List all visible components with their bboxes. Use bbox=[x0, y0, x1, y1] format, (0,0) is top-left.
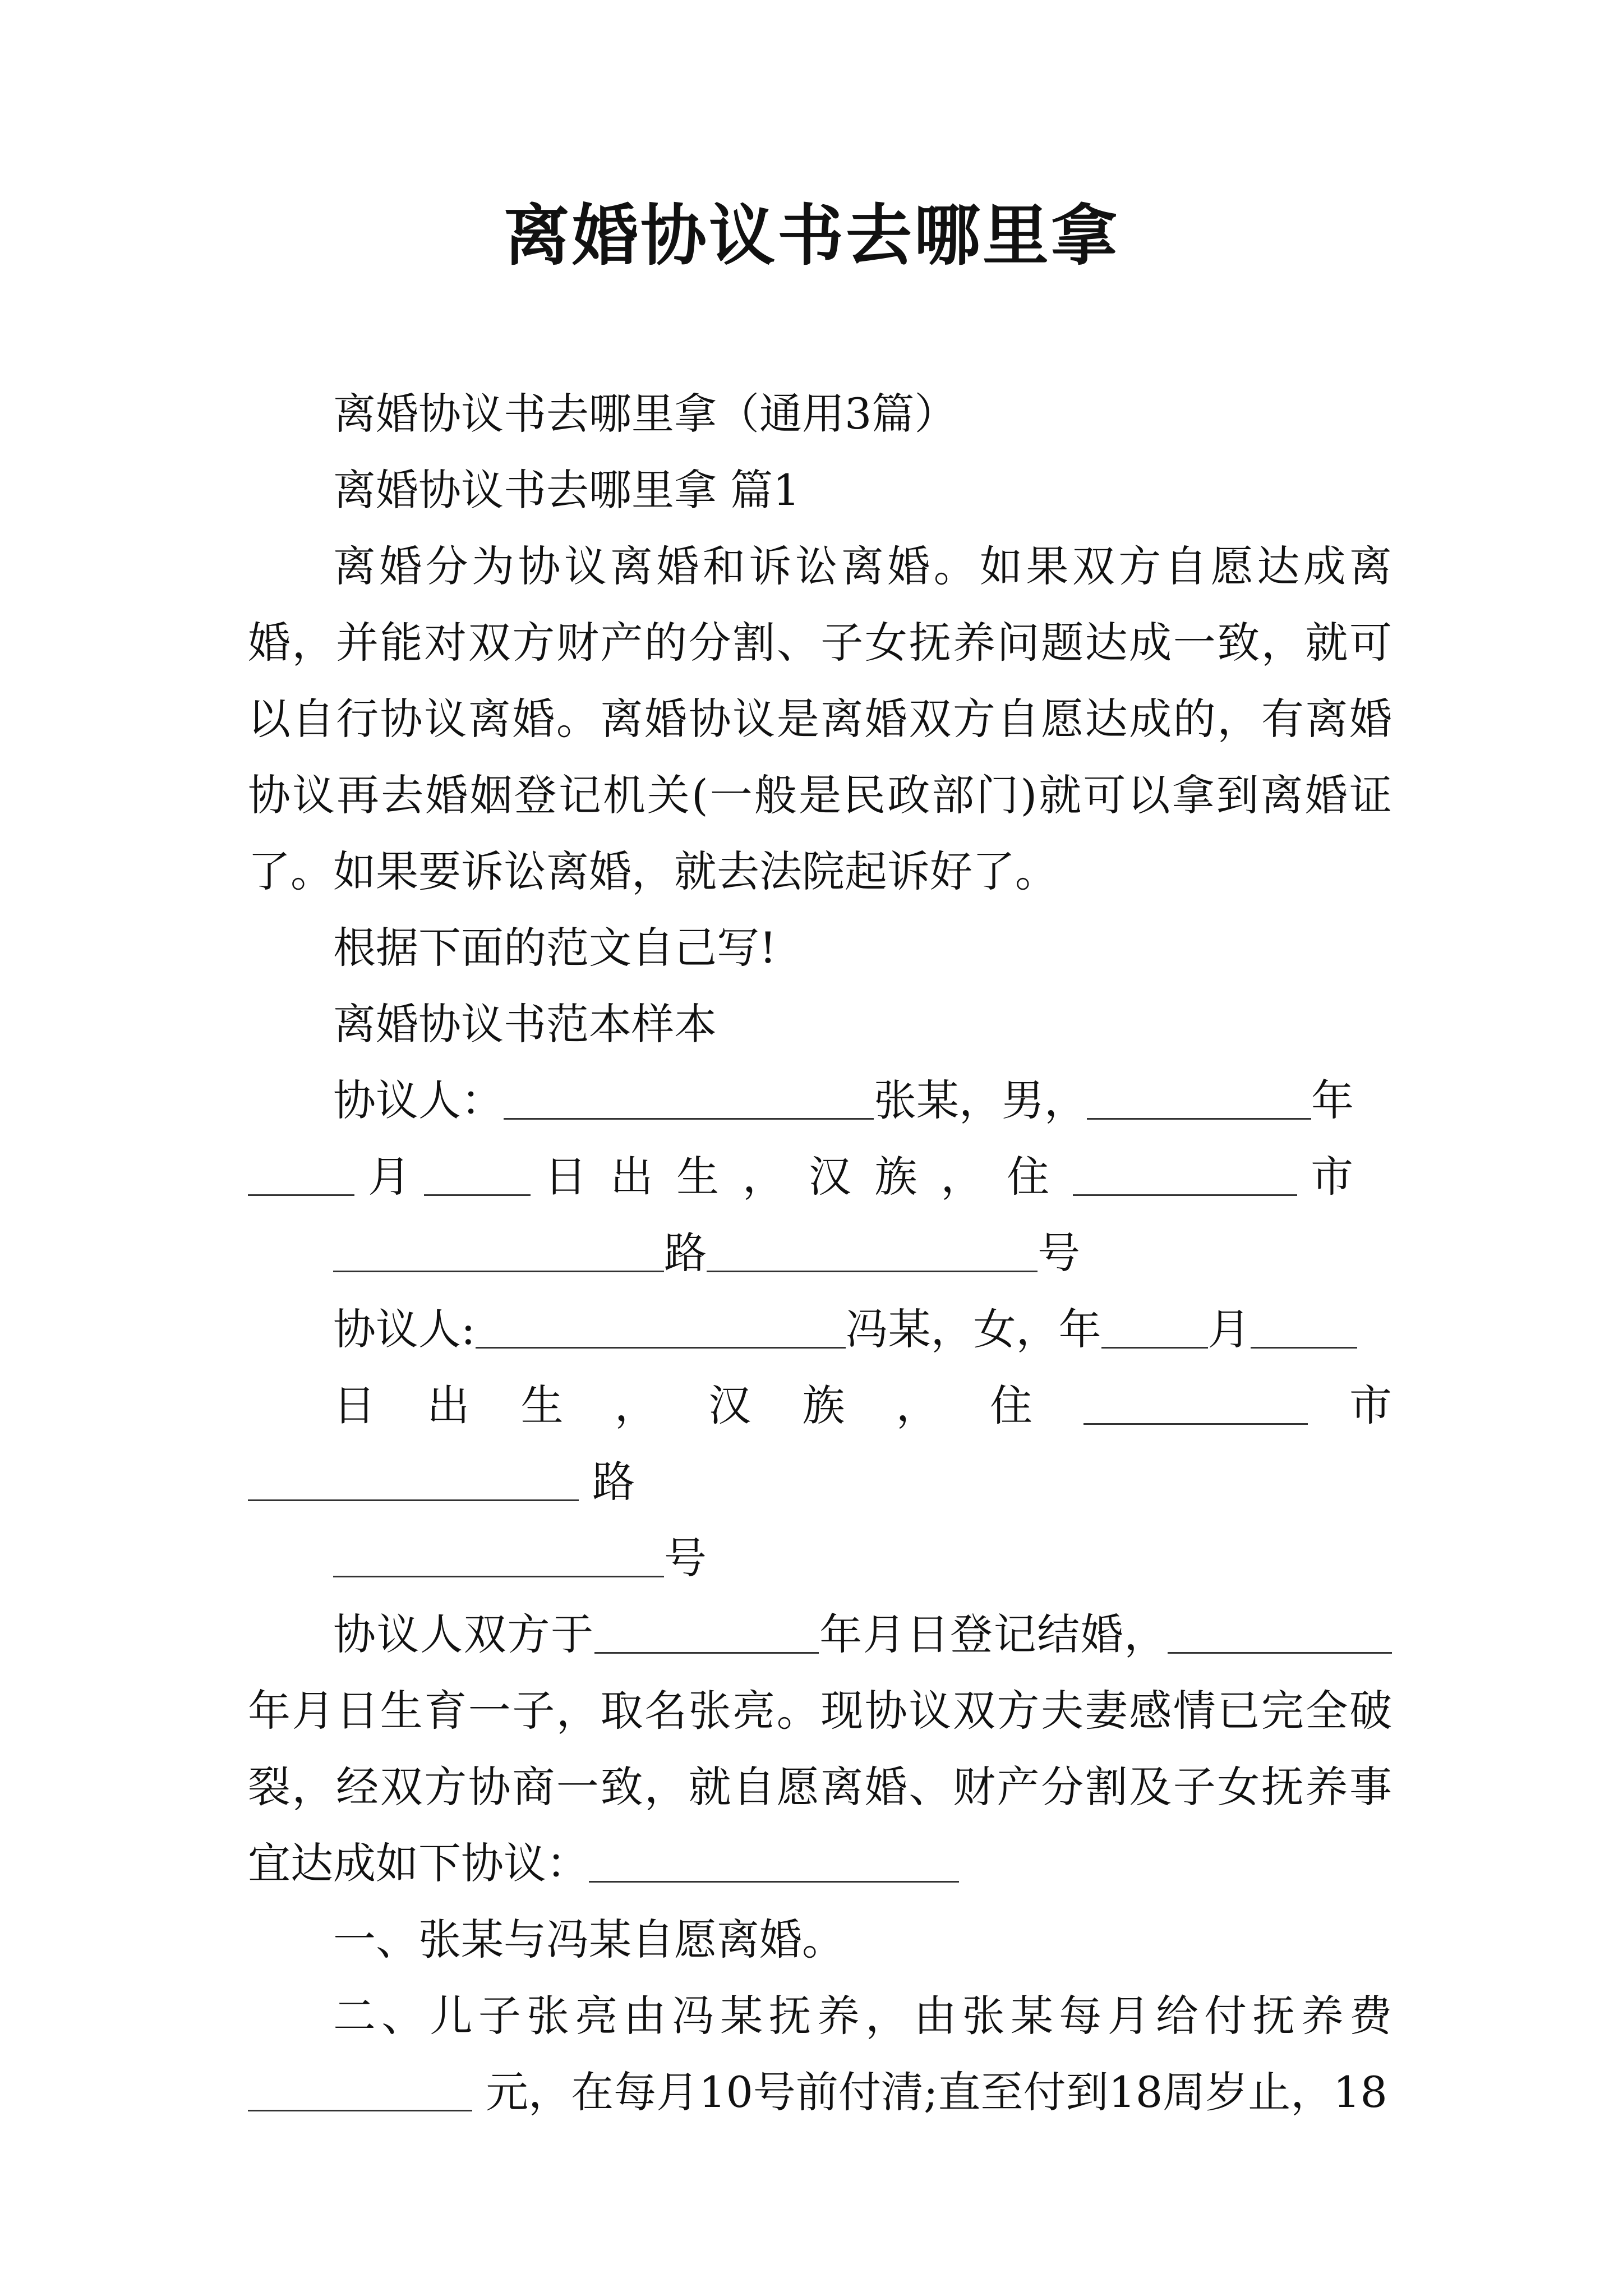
marriage-prefix: 协议人双方于 bbox=[333, 1609, 594, 1659]
party1-number: 号 bbox=[1038, 1228, 1080, 1278]
marriage-registered: 年月日登记结婚， bbox=[818, 1609, 1168, 1659]
blank-line bbox=[1101, 1308, 1208, 1348]
marriage-rest: 年月日生育一子，取名张亮。现协议双方夫妻感情已完全破裂，经双方协商一致，就自愿离婚、财产分割及子女抚养事宜达成如下协议： bbox=[248, 1686, 1392, 1888]
party2-line3 bbox=[248, 1520, 707, 1596]
party1-born: 日出生，汉族，住 bbox=[544, 1152, 1073, 1202]
marriage-paragraph bbox=[248, 1596, 1392, 1902]
blank-line bbox=[248, 2071, 472, 2111]
blank-line bbox=[589, 1842, 959, 1882]
party1-month: 月 bbox=[368, 1152, 411, 1202]
document-body bbox=[248, 376, 1392, 2131]
blank-line bbox=[707, 1232, 1038, 1272]
party2-road: 路 bbox=[592, 1457, 635, 1507]
party2-city: 市 bbox=[1349, 1381, 1392, 1430]
blank-line bbox=[333, 1537, 664, 1577]
party2-paragraph bbox=[248, 1291, 1392, 1596]
party1-paragraph bbox=[248, 1062, 1392, 1291]
instruction-text: 根据下面的范文自己写! bbox=[333, 923, 777, 973]
party1-name: 张某，男， bbox=[874, 1075, 1087, 1125]
blank-line bbox=[594, 1613, 819, 1653]
section-heading: 离婚协议书去哪里拿 篇1 bbox=[333, 465, 800, 515]
party1-year: 年 bbox=[1311, 1075, 1354, 1125]
blank-line bbox=[504, 1079, 874, 1119]
party2-month: 月 bbox=[1207, 1304, 1251, 1354]
blank-line bbox=[248, 1156, 354, 1195]
blank-line bbox=[1073, 1156, 1297, 1195]
party2-label: 协议人: bbox=[333, 1304, 476, 1354]
clause-2-prefix: 二、儿子张亮由冯某抚养，由张某每月给付抚养费 bbox=[333, 1991, 1392, 2041]
party2-born: 日出生，汉族，住 bbox=[333, 1381, 1084, 1430]
blank-line bbox=[1251, 1308, 1357, 1348]
party2-line2 bbox=[248, 1368, 1392, 1520]
blank-line bbox=[333, 1232, 664, 1272]
blank-line bbox=[1087, 1079, 1311, 1119]
blank-line bbox=[1168, 1613, 1392, 1653]
party2-number: 号 bbox=[664, 1533, 707, 1583]
clause-1: 一、张某与冯某自愿离婚。 bbox=[333, 1915, 845, 1964]
blank-line bbox=[424, 1156, 531, 1195]
document-title: 离婚协议书去哪里拿 bbox=[503, 196, 1119, 274]
blank-line bbox=[248, 1461, 579, 1501]
party1-line3 bbox=[248, 1215, 1080, 1291]
clause-2-suffix: 元，在每月10号前付清;直至付到18周岁止，18 bbox=[486, 2067, 1387, 2117]
subtitle: 离婚协议书去哪里拿（通用3篇） bbox=[333, 389, 957, 439]
sample-title: 离婚协议书范本样本 bbox=[333, 999, 717, 1049]
party1-road: 路 bbox=[664, 1228, 707, 1278]
party1-label: 协议人： bbox=[333, 1075, 504, 1125]
party1-city: 市 bbox=[1311, 1152, 1354, 1202]
intro-paragraph: 离婚分为协议离婚和诉讼离婚。如果双方自愿达成离婚，并能对双方财产的分割、子女抚养问题达成一致，就可以自行协议离婚。离婚协议是离婚双方自愿达成的，有离婚协议再去婚姻登记机关(一般是民政部门)就可以拿到离婚证了。如果要诉讼离婚，就去法院起诉好了。 bbox=[248, 541, 1392, 896]
clause-2 bbox=[248, 1978, 1392, 2131]
party2-name: 冯某，女，年 bbox=[845, 1304, 1101, 1354]
blank-line bbox=[476, 1308, 846, 1348]
blank-line bbox=[1083, 1384, 1308, 1424]
party1-line2 bbox=[248, 1139, 1353, 1215]
